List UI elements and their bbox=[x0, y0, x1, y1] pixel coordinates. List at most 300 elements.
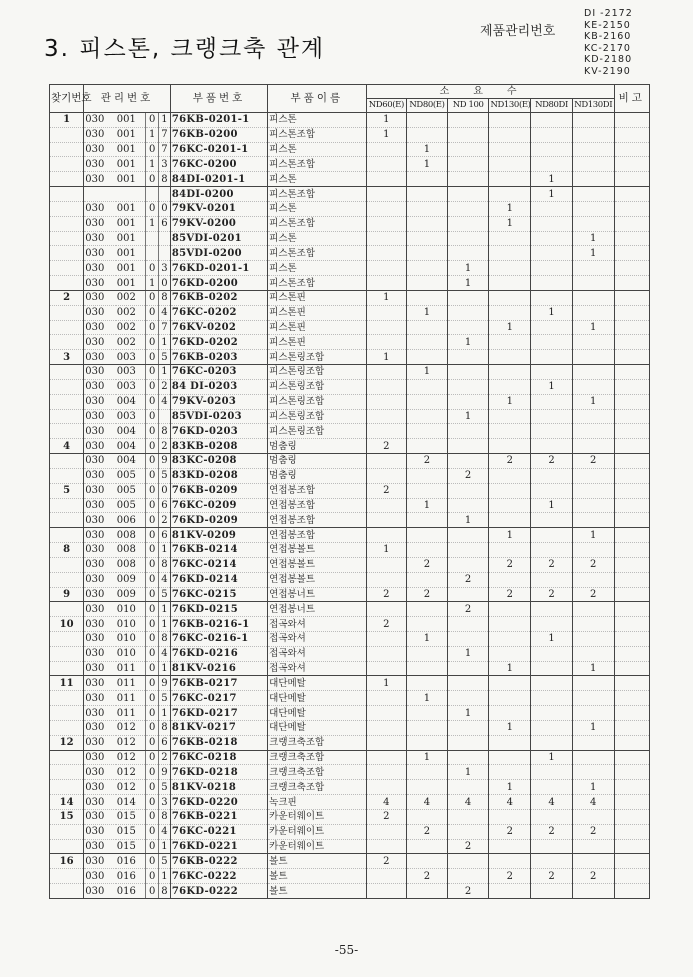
mgmt-cell: 0 bbox=[146, 528, 159, 543]
quantity-cell bbox=[407, 528, 448, 543]
quantity-cell bbox=[489, 172, 531, 187]
quantity-cell: 1 bbox=[407, 691, 448, 706]
part-no-cell: 76KV-0202 bbox=[170, 320, 267, 335]
quantity-cell: 1 bbox=[407, 157, 448, 172]
remark-cell bbox=[614, 113, 649, 128]
remark-cell bbox=[614, 394, 649, 409]
quantity-cell: 1 bbox=[531, 172, 573, 187]
quantity-cell bbox=[447, 439, 489, 454]
quantity-cell: 1 bbox=[489, 780, 531, 795]
table-row bbox=[50, 157, 650, 172]
find-no-cell bbox=[50, 231, 84, 246]
part-no-cell: 76KB-0202 bbox=[170, 290, 267, 305]
quantity-cell bbox=[366, 157, 407, 172]
quantity-cell bbox=[407, 320, 448, 335]
table-row bbox=[50, 824, 650, 839]
quantity-cell bbox=[407, 809, 448, 824]
find-no-cell bbox=[50, 379, 84, 394]
quantity-cell bbox=[366, 379, 407, 394]
part-name-cell: 볼트 bbox=[268, 869, 366, 884]
mgmt-cell: 001 bbox=[116, 127, 146, 142]
quantity-cell bbox=[447, 587, 489, 602]
quantity-cell: 1 bbox=[531, 498, 573, 513]
table-row bbox=[50, 631, 650, 646]
remark-cell bbox=[614, 454, 649, 469]
mgmt-cell: 030 bbox=[84, 661, 116, 676]
quantity-cell: 1 bbox=[407, 750, 448, 765]
quantity-cell bbox=[447, 113, 489, 128]
mgmt-cell: 002 bbox=[116, 305, 146, 320]
quantity-cell bbox=[489, 468, 531, 483]
quantity-cell bbox=[572, 424, 614, 439]
quantity-cell: 1 bbox=[407, 631, 448, 646]
quantity-cell: 2 bbox=[447, 572, 489, 587]
mgmt-cell: 6 bbox=[159, 498, 171, 513]
find-no-cell bbox=[50, 884, 84, 899]
remark-cell bbox=[614, 646, 649, 661]
mgmt-cell: 030 bbox=[84, 142, 116, 157]
mgmt-cell: 008 bbox=[116, 557, 146, 572]
mgmt-cell: 012 bbox=[116, 735, 146, 750]
find-no-cell bbox=[50, 261, 84, 276]
quantity-cell bbox=[531, 320, 573, 335]
mgmt-cell: 011 bbox=[116, 676, 146, 691]
quantity-cell bbox=[489, 572, 531, 587]
quantity-cell bbox=[366, 172, 407, 187]
remark-cell bbox=[614, 528, 649, 543]
table-row bbox=[50, 379, 650, 394]
table-row bbox=[50, 572, 650, 587]
mgmt-cell: 009 bbox=[116, 572, 146, 587]
quantity-cell: 1 bbox=[531, 750, 573, 765]
mgmt-cell: 030 bbox=[84, 276, 116, 291]
part-name-cell: 피스톤 bbox=[268, 113, 366, 128]
quantity-cell bbox=[407, 780, 448, 795]
mgmt-cell: 030 bbox=[84, 587, 116, 602]
find-no-cell bbox=[50, 691, 84, 706]
table-row bbox=[50, 720, 650, 735]
mgmt-cell: 030 bbox=[84, 884, 116, 899]
quantity-cell: 1 bbox=[447, 765, 489, 780]
mgmt-cell: 030 bbox=[84, 720, 116, 735]
quantity-cell bbox=[531, 617, 573, 632]
part-no-cell: 83KD-0208 bbox=[170, 468, 267, 483]
quantity-cell: 4 bbox=[407, 795, 448, 810]
part-no-cell: 85VDI-0203 bbox=[170, 409, 267, 424]
quantity-cell: 2 bbox=[489, 557, 531, 572]
mgmt-cell: 001 bbox=[116, 261, 146, 276]
part-no-cell: 76KC-0200 bbox=[170, 157, 267, 172]
mgmt-cell: 015 bbox=[116, 809, 146, 824]
mgmt-cell: 0 bbox=[146, 557, 159, 572]
find-no-cell: 15 bbox=[50, 809, 84, 824]
quantity-cell: 1 bbox=[366, 290, 407, 305]
mgmt-cell: 009 bbox=[116, 587, 146, 602]
quantity-cell bbox=[447, 320, 489, 335]
mgmt-cell: 0 bbox=[146, 424, 159, 439]
quantity-cell bbox=[489, 676, 531, 691]
quantity-cell bbox=[489, 365, 531, 380]
part-no-cell: 76KD-0201-1 bbox=[170, 261, 267, 276]
part-no-cell: 76KD-0203 bbox=[170, 424, 267, 439]
mgmt-cell: 1 bbox=[159, 661, 171, 676]
table-row bbox=[50, 809, 650, 824]
table-row bbox=[50, 468, 650, 483]
quantity-cell bbox=[531, 365, 573, 380]
quantity-cell bbox=[489, 543, 531, 558]
mgmt-cell bbox=[159, 409, 171, 424]
mgmt-cell: 3 bbox=[159, 261, 171, 276]
table-row bbox=[50, 290, 650, 305]
mgmt-cell: 030 bbox=[84, 379, 116, 394]
table-row bbox=[50, 127, 650, 142]
mgmt-cell: 0 bbox=[146, 305, 159, 320]
table-row bbox=[50, 602, 650, 617]
mgmt-cell bbox=[146, 187, 159, 202]
quantity-cell: 2 bbox=[572, 587, 614, 602]
mgmt-cell: 006 bbox=[116, 513, 146, 528]
part-no-cell: 76KB-0201-1 bbox=[170, 113, 267, 128]
part-no-cell: 83KB-0208 bbox=[170, 439, 267, 454]
mgmt-cell: 030 bbox=[84, 320, 116, 335]
find-no-cell bbox=[50, 394, 84, 409]
mgmt-cell: 1 bbox=[159, 543, 171, 558]
quantity-cell bbox=[447, 824, 489, 839]
quantity-cell bbox=[531, 706, 573, 721]
mgmt-cell: 001 bbox=[116, 216, 146, 231]
find-no-cell bbox=[50, 187, 84, 202]
remark-cell bbox=[614, 765, 649, 780]
mgmt-cell: 030 bbox=[84, 602, 116, 617]
quantity-cell: 2 bbox=[489, 587, 531, 602]
mgmt-cell: 030 bbox=[84, 365, 116, 380]
quantity-cell bbox=[531, 676, 573, 691]
quantity-cell bbox=[531, 854, 573, 869]
mgmt-cell: 0 bbox=[146, 602, 159, 617]
quantity-cell bbox=[407, 424, 448, 439]
quantity-cell: 1 bbox=[447, 513, 489, 528]
quantity-cell bbox=[531, 335, 573, 350]
mgmt-cell: 1 bbox=[146, 276, 159, 291]
mgmt-cell: 030 bbox=[84, 454, 116, 469]
quantity-cell bbox=[366, 602, 407, 617]
quantity-cell: 1 bbox=[447, 646, 489, 661]
quantity-cell bbox=[447, 750, 489, 765]
quantity-cell bbox=[366, 201, 407, 216]
quantity-cell bbox=[489, 617, 531, 632]
mgmt-cell: 030 bbox=[84, 424, 116, 439]
quantity-cell bbox=[407, 706, 448, 721]
part-no-cell: 76KB-0200 bbox=[170, 127, 267, 142]
remark-cell bbox=[614, 201, 649, 216]
find-no-cell bbox=[50, 246, 84, 261]
mgmt-cell: 8 bbox=[159, 424, 171, 439]
mgmt-cell: 030 bbox=[84, 839, 116, 854]
quantity-cell bbox=[489, 646, 531, 661]
part-name-cell: 피스톤 bbox=[268, 142, 366, 157]
quantity-cell bbox=[531, 290, 573, 305]
part-no-cell: 76KD-0200 bbox=[170, 276, 267, 291]
mgmt-cell: 7 bbox=[159, 142, 171, 157]
mgmt-cell: 030 bbox=[84, 750, 116, 765]
quantity-cell bbox=[489, 187, 531, 202]
quantity-cell bbox=[531, 572, 573, 587]
quantity-cell: 2 bbox=[531, 869, 573, 884]
remark-cell bbox=[614, 824, 649, 839]
quantity-cell bbox=[531, 394, 573, 409]
part-no-cell: 76KD-0214 bbox=[170, 572, 267, 587]
part-name-cell: 피스톤핀 bbox=[268, 290, 366, 305]
quantity-cell bbox=[531, 646, 573, 661]
quantity-cell bbox=[447, 557, 489, 572]
header-model: ND 100 bbox=[447, 99, 489, 113]
part-name-cell: 카운터웨이트 bbox=[268, 824, 366, 839]
quantity-cell: 1 bbox=[366, 676, 407, 691]
part-name-cell: 피스톤조합 bbox=[268, 187, 366, 202]
quantity-cell: 4 bbox=[366, 795, 407, 810]
mgmt-cell: 008 bbox=[116, 543, 146, 558]
find-no-cell bbox=[50, 513, 84, 528]
quantity-cell bbox=[572, 365, 614, 380]
quantity-cell: 1 bbox=[447, 335, 489, 350]
mgmt-cell bbox=[116, 187, 146, 202]
quantity-cell bbox=[572, 839, 614, 854]
mgmt-cell: 5 bbox=[159, 780, 171, 795]
quantity-cell bbox=[489, 735, 531, 750]
quantity-cell bbox=[489, 483, 531, 498]
quantity-cell bbox=[531, 142, 573, 157]
remark-cell bbox=[614, 365, 649, 380]
quantity-cell bbox=[572, 706, 614, 721]
quantity-cell: 1 bbox=[407, 142, 448, 157]
quantity-cell bbox=[531, 809, 573, 824]
quantity-cell bbox=[489, 498, 531, 513]
quantity-cell: 1 bbox=[407, 498, 448, 513]
quantity-cell bbox=[447, 661, 489, 676]
page-number: -55- bbox=[334, 943, 359, 957]
find-no-cell bbox=[50, 216, 84, 231]
mgmt-cell: 002 bbox=[116, 320, 146, 335]
find-no-cell: 12 bbox=[50, 735, 84, 750]
table-row bbox=[50, 839, 650, 854]
quantity-cell bbox=[572, 854, 614, 869]
mgmt-cell: 0 bbox=[146, 113, 159, 128]
quantity-cell bbox=[572, 276, 614, 291]
part-name-cell: 연접봉너트 bbox=[268, 602, 366, 617]
quantity-cell: 4 bbox=[447, 795, 489, 810]
page-title: 3. 피스톤, 크랭크축 관계 bbox=[44, 36, 326, 62]
find-no-cell bbox=[50, 172, 84, 187]
find-no-cell bbox=[50, 454, 84, 469]
mgmt-cell: 030 bbox=[84, 246, 116, 261]
quantity-cell: 1 bbox=[489, 216, 531, 231]
part-no-cell: 84DI-0200 bbox=[170, 187, 267, 202]
quantity-cell bbox=[407, 676, 448, 691]
quantity-cell bbox=[447, 424, 489, 439]
quantity-cell bbox=[572, 216, 614, 231]
find-no-cell bbox=[50, 201, 84, 216]
quantity-cell bbox=[447, 305, 489, 320]
quantity-cell bbox=[407, 276, 448, 291]
quantity-cell: 1 bbox=[531, 631, 573, 646]
quantity-cell bbox=[531, 780, 573, 795]
mgmt-cell: 0 bbox=[146, 513, 159, 528]
mgmt-cell: 030 bbox=[84, 572, 116, 587]
quantity-cell: 4 bbox=[531, 795, 573, 810]
quantity-cell: 1 bbox=[531, 379, 573, 394]
remark-cell bbox=[614, 572, 649, 587]
part-name-cell: 카운터웨이트 bbox=[268, 809, 366, 824]
header-part-no: 부품번호 bbox=[170, 85, 267, 113]
part-no-cell: 81KV-0209 bbox=[170, 528, 267, 543]
remark-cell bbox=[614, 809, 649, 824]
quantity-cell bbox=[572, 468, 614, 483]
mgmt-cell: 030 bbox=[84, 706, 116, 721]
mgmt-cell: 6 bbox=[159, 735, 171, 750]
table-row bbox=[50, 854, 650, 869]
quantity-cell bbox=[531, 113, 573, 128]
quantity-cell bbox=[366, 365, 407, 380]
mgmt-cell: 030 bbox=[84, 780, 116, 795]
remark-cell bbox=[614, 157, 649, 172]
table-row bbox=[50, 513, 650, 528]
remark-cell bbox=[614, 231, 649, 246]
mgmt-cell: 0 bbox=[159, 483, 171, 498]
quantity-cell: 1 bbox=[572, 528, 614, 543]
find-no-cell: 5 bbox=[50, 483, 84, 498]
quantity-cell bbox=[572, 261, 614, 276]
part-no-cell: 76KD-0215 bbox=[170, 602, 267, 617]
remark-cell bbox=[614, 409, 649, 424]
remark-cell bbox=[614, 276, 649, 291]
remark-cell bbox=[614, 543, 649, 558]
mgmt-cell: 030 bbox=[84, 127, 116, 142]
table-row bbox=[50, 528, 650, 543]
mgmt-cell: 030 bbox=[84, 631, 116, 646]
part-name-cell: 피스톤링조합 bbox=[268, 424, 366, 439]
table-row bbox=[50, 691, 650, 706]
mgmt-cell: 8 bbox=[159, 809, 171, 824]
quantity-cell bbox=[489, 706, 531, 721]
quantity-cell bbox=[366, 498, 407, 513]
remark-cell bbox=[614, 424, 649, 439]
mgmt-cell: 012 bbox=[116, 720, 146, 735]
find-no-cell bbox=[50, 602, 84, 617]
quantity-cell bbox=[489, 631, 531, 646]
part-name-cell: 피스톤링조합 bbox=[268, 365, 366, 380]
quantity-cell bbox=[447, 454, 489, 469]
quantity-cell bbox=[531, 157, 573, 172]
quantity-cell bbox=[531, 543, 573, 558]
mgmt-cell: 003 bbox=[116, 379, 146, 394]
quantity-cell bbox=[366, 765, 407, 780]
mgmt-cell: 8 bbox=[159, 720, 171, 735]
table-row bbox=[50, 646, 650, 661]
remark-cell bbox=[614, 884, 649, 899]
header-model: ND130(E) bbox=[489, 99, 531, 113]
part-no-cell: 76KB-0222 bbox=[170, 854, 267, 869]
quantity-cell bbox=[366, 720, 407, 735]
mgmt-cell: 008 bbox=[116, 528, 146, 543]
find-no-cell bbox=[50, 365, 84, 380]
mgmt-cell: 015 bbox=[116, 839, 146, 854]
quantity-cell: 1 bbox=[407, 305, 448, 320]
quantity-cell bbox=[447, 142, 489, 157]
mgmt-cell: 030 bbox=[84, 409, 116, 424]
table-row bbox=[50, 735, 650, 750]
part-name-cell: 피스톤조합 bbox=[268, 246, 366, 261]
quantity-cell: 1 bbox=[531, 305, 573, 320]
quantity-cell: 2 bbox=[407, 824, 448, 839]
mgmt-cell: 0 bbox=[146, 809, 159, 824]
quantity-cell bbox=[572, 631, 614, 646]
mgmt-cell: 0 bbox=[146, 765, 159, 780]
quantity-cell: 2 bbox=[489, 454, 531, 469]
quantity-cell: 2 bbox=[572, 454, 614, 469]
mgmt-cell: 030 bbox=[84, 824, 116, 839]
remark-cell bbox=[614, 305, 649, 320]
mgmt-cell: 011 bbox=[116, 661, 146, 676]
remark-cell bbox=[614, 350, 649, 365]
quantity-cell bbox=[489, 765, 531, 780]
find-no-cell bbox=[50, 320, 84, 335]
quantity-cell bbox=[407, 884, 448, 899]
quantity-cell bbox=[489, 884, 531, 899]
quantity-cell bbox=[447, 735, 489, 750]
quantity-cell bbox=[572, 172, 614, 187]
part-name-cell: 피스톤핀 bbox=[268, 305, 366, 320]
quantity-cell: 1 bbox=[447, 276, 489, 291]
mgmt-cell: 001 bbox=[116, 157, 146, 172]
mgmt-cell: 012 bbox=[116, 765, 146, 780]
part-no-cell: 81KV-0218 bbox=[170, 780, 267, 795]
part-no-cell: 76KB-0209 bbox=[170, 483, 267, 498]
part-name-cell: 대단메탈 bbox=[268, 720, 366, 735]
quantity-cell: 2 bbox=[447, 839, 489, 854]
quantity-cell: 2 bbox=[531, 557, 573, 572]
quantity-cell bbox=[572, 290, 614, 305]
mgmt-cell: 0 bbox=[146, 617, 159, 632]
quantity-cell bbox=[531, 409, 573, 424]
mgmt-cell: 030 bbox=[84, 305, 116, 320]
quantity-cell: 2 bbox=[407, 869, 448, 884]
quantity-cell bbox=[489, 809, 531, 824]
mgmt-cell: 7 bbox=[159, 127, 171, 142]
quantity-cell bbox=[531, 513, 573, 528]
quantity-cell: 2 bbox=[366, 809, 407, 824]
mgmt-cell: 030 bbox=[84, 617, 116, 632]
model-code: KE-2150 bbox=[584, 19, 631, 31]
header-model: ND130DI bbox=[572, 99, 614, 113]
quantity-cell: 1 bbox=[447, 706, 489, 721]
mgmt-cell: 6 bbox=[159, 216, 171, 231]
quantity-cell bbox=[489, 409, 531, 424]
mgmt-cell bbox=[159, 231, 171, 246]
mgmt-cell: 012 bbox=[116, 780, 146, 795]
quantity-cell bbox=[366, 557, 407, 572]
part-no-cell: 85VDI-0200 bbox=[170, 246, 267, 261]
remark-cell bbox=[614, 691, 649, 706]
table-row bbox=[50, 409, 650, 424]
part-no-cell: 76KC-0222 bbox=[170, 869, 267, 884]
mgmt-cell: 8 bbox=[159, 631, 171, 646]
mgmt-cell: 1 bbox=[159, 335, 171, 350]
quantity-cell bbox=[407, 350, 448, 365]
quantity-cell bbox=[407, 646, 448, 661]
quantity-cell bbox=[366, 884, 407, 899]
quantity-cell bbox=[489, 424, 531, 439]
remark-cell bbox=[614, 290, 649, 305]
